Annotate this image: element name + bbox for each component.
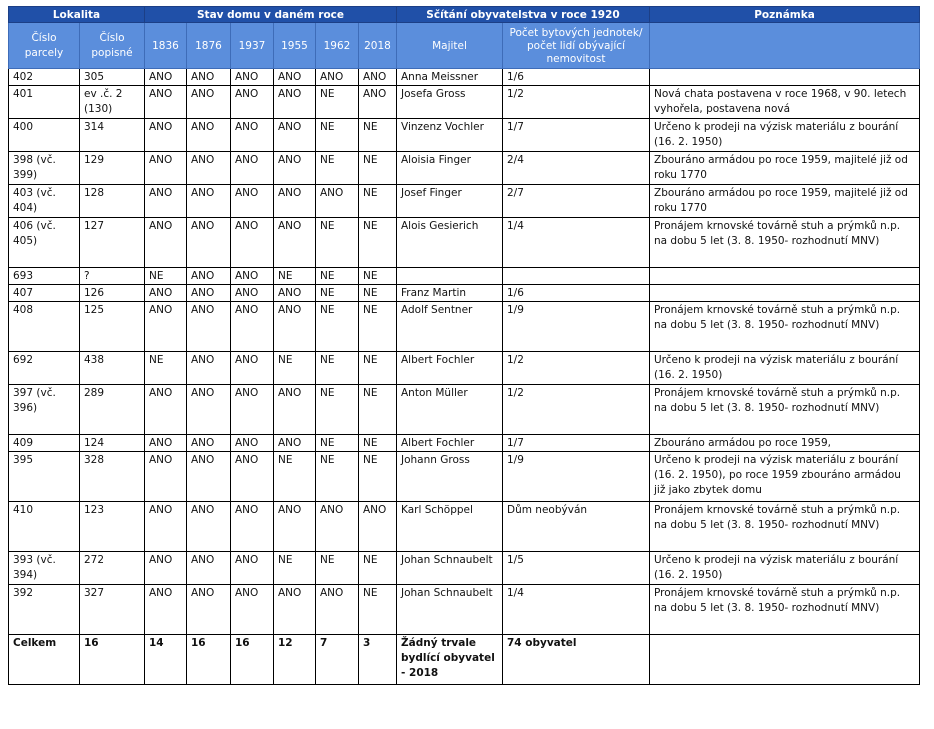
cell-status: ANO xyxy=(187,285,231,302)
cell-parcela: 692 xyxy=(9,352,80,385)
col-year: 1955 xyxy=(274,23,316,69)
table-row xyxy=(9,285,920,302)
cell-pocet: 1/7 xyxy=(503,435,650,452)
col-year: 1937 xyxy=(231,23,274,69)
cell-status: ANO xyxy=(274,152,316,185)
cell-majitel: Albert Fochler xyxy=(397,352,503,385)
cell-parcela: 395 xyxy=(9,452,80,502)
group-scitani: Sčítání obyvatelstva v roce 1920 xyxy=(397,7,650,23)
cell-popisne: 289 xyxy=(80,385,145,435)
table-row xyxy=(9,268,920,285)
cell-status: ANO xyxy=(187,452,231,502)
cell-majitel: Johan Schnaubelt xyxy=(397,585,503,635)
cell-parcela: 693 xyxy=(9,268,80,285)
cell-status: NE xyxy=(359,352,397,385)
cell-status: ANO xyxy=(231,86,274,119)
cell-status: ANO xyxy=(145,502,187,552)
cell-pocet: 1/2 xyxy=(503,385,650,435)
cell-status: ANO xyxy=(231,452,274,502)
cell-status: NE xyxy=(316,119,359,152)
cell-status: ANO xyxy=(231,552,274,585)
cell-majitel: Alois Gesierich xyxy=(397,218,503,268)
cell-poznamka: Pronájem krnovské továrně stuh a prýmků n.p. na dobu 5 let (3. 8. 1950- rozhodnutí MNV) xyxy=(650,585,920,635)
cell-parcela: 392 xyxy=(9,585,80,635)
cell-status: ANO xyxy=(231,69,274,86)
group-poznamka: Poznámka xyxy=(650,7,920,23)
cell-status: ANO xyxy=(316,185,359,218)
cell-status: ANO xyxy=(231,502,274,552)
cell-status: ANO xyxy=(274,585,316,635)
cell-status: ANO xyxy=(145,452,187,502)
cell-status: ANO xyxy=(359,69,397,86)
cell-poznamka: Určeno k prodeji na výzisk materiálu z bourání (16. 2. 1950) xyxy=(650,352,920,385)
cell-popisne: ev .č. 2 (130) xyxy=(80,86,145,119)
cell-status: NE xyxy=(359,185,397,218)
cell-total-status: 3 xyxy=(359,635,397,685)
cell-status: ANO xyxy=(231,585,274,635)
cell-popisne: 272 xyxy=(80,552,145,585)
col-year: 1836 xyxy=(145,23,187,69)
cell-status: ANO xyxy=(145,552,187,585)
cell-status: NE xyxy=(359,302,397,352)
table-row xyxy=(9,218,920,268)
cell-status: ANO xyxy=(231,302,274,352)
col-year: 2018 xyxy=(359,23,397,69)
cell-status: ANO xyxy=(231,435,274,452)
cell-parcela: 410 xyxy=(9,502,80,552)
table-body xyxy=(9,69,920,685)
cell-popisne: 327 xyxy=(80,585,145,635)
cell-popisne: 328 xyxy=(80,452,145,502)
cell-status: ANO xyxy=(187,152,231,185)
cell-parcela: 409 xyxy=(9,435,80,452)
cell-pocet: 1/9 xyxy=(503,452,650,502)
cell-status: ANO xyxy=(145,435,187,452)
cell-status: NE xyxy=(316,152,359,185)
cell-status: NE xyxy=(359,119,397,152)
col-cislo-popisne: Číslo popisné xyxy=(80,23,145,69)
cell-parcela: 406 (vč. 405) xyxy=(9,218,80,268)
cell-status: ANO xyxy=(145,302,187,352)
cell-status: NE xyxy=(274,352,316,385)
cell-parcela: 398 (vč. 399) xyxy=(9,152,80,185)
cell-parcela: 402 xyxy=(9,69,80,86)
table-row xyxy=(9,352,920,385)
cell-status: ANO xyxy=(187,585,231,635)
cell-status: ANO xyxy=(187,185,231,218)
table-row xyxy=(9,452,920,502)
cell-total-status: 16 xyxy=(231,635,274,685)
cell-total-label: Celkem xyxy=(9,635,80,685)
group-lokalita: Lokalita xyxy=(9,7,145,23)
cell-status: ANO xyxy=(231,185,274,218)
cell-status: ANO xyxy=(274,86,316,119)
cell-total-status: 12 xyxy=(274,635,316,685)
table-row xyxy=(9,152,920,185)
cell-poznamka: Zbouráno armádou po roce 1959, xyxy=(650,435,920,452)
cell-poznamka: Pronájem krnovské továrně stuh a prýmků n.p. na dobu 5 let (3. 8. 1950- rozhodnutí MNV) xyxy=(650,502,920,552)
cell-pocet: 1/6 xyxy=(503,69,650,86)
cell-majitel: Anna Meissner xyxy=(397,69,503,86)
cell-total-status: 14 xyxy=(145,635,187,685)
cell-status: ANO xyxy=(145,152,187,185)
cell-status: NE xyxy=(316,302,359,352)
cell-pocet: 1/4 xyxy=(503,585,650,635)
cell-pocet xyxy=(503,268,650,285)
cell-parcela: 400 xyxy=(9,119,80,152)
cell-poznamka xyxy=(650,69,920,86)
cell-status: ANO xyxy=(231,352,274,385)
cell-status: ANO xyxy=(316,585,359,635)
cell-parcela: 397 (vč. 396) xyxy=(9,385,80,435)
cell-status: ANO xyxy=(145,86,187,119)
cell-popisne: 129 xyxy=(80,152,145,185)
cell-status: ANO xyxy=(274,218,316,268)
cell-status: ANO xyxy=(187,385,231,435)
cell-majitel: Franz Martin xyxy=(397,285,503,302)
cell-status: NE xyxy=(316,385,359,435)
cell-total-poznamka xyxy=(650,635,920,685)
cell-status: NE xyxy=(274,452,316,502)
cell-poznamka: Pronájem krnovské továrně stuh a prýmků n.p. na dobu 5 let (3. 8. 1950- rozhodnutí MNV) xyxy=(650,385,920,435)
cell-status: ANO xyxy=(187,552,231,585)
cell-parcela: 403 (vč. 404) xyxy=(9,185,80,218)
cell-poznamka: Určeno k prodeji na výzisk materiálu z bourání (16. 2. 1950) xyxy=(650,552,920,585)
cell-status: NE xyxy=(359,285,397,302)
cell-parcela: 401 xyxy=(9,86,80,119)
cell-popisne: 124 xyxy=(80,435,145,452)
cell-total-status: 16 xyxy=(187,635,231,685)
cell-status: ANO xyxy=(187,435,231,452)
cell-pocet: 1/2 xyxy=(503,86,650,119)
cell-majitel: Josefa Gross xyxy=(397,86,503,119)
cell-status: NE xyxy=(359,268,397,285)
cell-popisne: 314 xyxy=(80,119,145,152)
cell-status: NE xyxy=(359,452,397,502)
cell-majitel: Aloisia Finger xyxy=(397,152,503,185)
cell-status: NE xyxy=(359,218,397,268)
cell-popisne: 128 xyxy=(80,185,145,218)
cell-pocet: 1/4 xyxy=(503,218,650,268)
cell-status: ANO xyxy=(145,385,187,435)
cell-status: ANO xyxy=(316,502,359,552)
table-row xyxy=(9,385,920,435)
cell-majitel: Vinzenz Vochler xyxy=(397,119,503,152)
table-row xyxy=(9,302,920,352)
cell-status: ANO xyxy=(187,218,231,268)
cell-status: ANO xyxy=(145,119,187,152)
col-poznamka xyxy=(650,23,920,69)
cell-status: ANO xyxy=(274,502,316,552)
cell-status: ANO xyxy=(145,285,187,302)
cell-pocet: 1/5 xyxy=(503,552,650,585)
cell-pocet: 1/7 xyxy=(503,119,650,152)
cell-status: NE xyxy=(359,435,397,452)
cell-status: ANO xyxy=(145,69,187,86)
cell-status: ANO xyxy=(231,268,274,285)
cell-status: NE xyxy=(359,585,397,635)
cell-majitel: Anton Müller xyxy=(397,385,503,435)
cell-status: ANO xyxy=(145,185,187,218)
cell-status: ANO xyxy=(187,502,231,552)
cell-status: ANO xyxy=(274,285,316,302)
cell-popisne: 438 xyxy=(80,352,145,385)
cell-majitel: Adolf Sentner xyxy=(397,302,503,352)
table-row xyxy=(9,69,920,86)
cell-poznamka: Nová chata postavena v roce 1968, v 90. letech vyhořela, postavena nová xyxy=(650,86,920,119)
cell-pocet: 1/9 xyxy=(503,302,650,352)
table-row xyxy=(9,552,920,585)
cell-pocet: 1/2 xyxy=(503,352,650,385)
cell-status: ANO xyxy=(187,69,231,86)
col-year: 1876 xyxy=(187,23,231,69)
cell-popisne: 123 xyxy=(80,502,145,552)
cell-status: NE xyxy=(316,452,359,502)
cell-parcela: 408 xyxy=(9,302,80,352)
cell-status: NE xyxy=(316,285,359,302)
cell-majitel xyxy=(397,268,503,285)
cell-status: NE xyxy=(316,218,359,268)
cell-status: ANO xyxy=(359,86,397,119)
cell-status: NE xyxy=(359,152,397,185)
cell-total-status: 7 xyxy=(316,635,359,685)
table-row xyxy=(9,119,920,152)
cell-poznamka: Pronájem krnovské továrně stuh a prýmků n.p. na dobu 5 let (3. 8. 1950- rozhodnutí MNV) xyxy=(650,302,920,352)
cell-status: NE xyxy=(359,385,397,435)
cell-status: ANO xyxy=(187,119,231,152)
cell-total-majitel: Žádný trvale bydlící obyvatel - 2018 xyxy=(397,635,503,685)
cell-popisne: 305 xyxy=(80,69,145,86)
cell-status: ANO xyxy=(274,435,316,452)
cell-status: NE xyxy=(145,268,187,285)
cell-poznamka: Pronájem krnovské továrně stuh a prýmků n.p. na dobu 5 let (3. 8. 1950- rozhodnutí MNV) xyxy=(650,218,920,268)
cell-status: NE xyxy=(316,352,359,385)
cell-status: NE xyxy=(316,435,359,452)
col-cislo-parcely: Číslo parcely xyxy=(9,23,80,69)
cell-status: ANO xyxy=(359,502,397,552)
cell-majitel: Karl Schöppel xyxy=(397,502,503,552)
col-pocet: Počet bytových jednotek/ počet lidí obývající nemovitost xyxy=(503,23,650,69)
cell-poznamka xyxy=(650,285,920,302)
table-row xyxy=(9,585,920,635)
cell-majitel: Johan Schnaubelt xyxy=(397,552,503,585)
cell-status: ANO xyxy=(274,302,316,352)
cell-poznamka: Zbouráno armádou po roce 1959, majitelé již od roku 1770 xyxy=(650,185,920,218)
cell-pocet: 1/6 xyxy=(503,285,650,302)
col-year: 1962 xyxy=(316,23,359,69)
cell-status: NE xyxy=(359,552,397,585)
cell-popisne: 126 xyxy=(80,285,145,302)
cell-majitel: Albert Fochler xyxy=(397,435,503,452)
houses-table xyxy=(8,6,920,685)
cell-popisne: 127 xyxy=(80,218,145,268)
cell-poznamka xyxy=(650,268,920,285)
cell-majitel: Johann Gross xyxy=(397,452,503,502)
cell-status: NE xyxy=(274,552,316,585)
cell-status: ANO xyxy=(274,185,316,218)
cell-popisne: 125 xyxy=(80,302,145,352)
cell-status: ANO xyxy=(145,218,187,268)
cell-status: ANO xyxy=(274,385,316,435)
table-row xyxy=(9,435,920,452)
cell-poznamka: Určeno k prodeji na výzisk materiálu z bourání (16. 2. 1950) xyxy=(650,119,920,152)
table-row xyxy=(9,502,920,552)
cell-status: NE xyxy=(145,352,187,385)
cell-parcela: 407 xyxy=(9,285,80,302)
cell-status: ANO xyxy=(231,385,274,435)
cell-pocet: Dům neobýván xyxy=(503,502,650,552)
cell-status: ANO xyxy=(231,218,274,268)
table-row xyxy=(9,86,920,119)
cell-total-popisne: 16 xyxy=(80,635,145,685)
cell-status: ANO xyxy=(145,585,187,635)
cell-status: ANO xyxy=(316,69,359,86)
cell-pocet: 2/4 xyxy=(503,152,650,185)
cell-status: NE xyxy=(274,268,316,285)
cell-status: ANO xyxy=(231,285,274,302)
cell-poznamka: Určeno k prodeji na výzisk materiálu z bourání (16. 2. 1950), po roce 1959 zbouráno armádou již jako zbytek domu xyxy=(650,452,920,502)
cell-status: ANO xyxy=(231,119,274,152)
cell-status: NE xyxy=(316,86,359,119)
cell-popisne: ? xyxy=(80,268,145,285)
cell-status: ANO xyxy=(231,152,274,185)
cell-parcela: 393 (vč. 394) xyxy=(9,552,80,585)
group-stav-domu: Stav domu v daném roce xyxy=(145,7,397,23)
table-row xyxy=(9,185,920,218)
cell-status: ANO xyxy=(274,119,316,152)
cell-status: ANO xyxy=(274,69,316,86)
cell-status: ANO xyxy=(187,268,231,285)
cell-status: NE xyxy=(316,552,359,585)
cell-status: ANO xyxy=(187,352,231,385)
cell-majitel: Josef Finger xyxy=(397,185,503,218)
cell-status: ANO xyxy=(187,86,231,119)
cell-total-pocet: 74 obyvatel xyxy=(503,635,650,685)
total-row xyxy=(9,635,920,685)
cell-status: NE xyxy=(316,268,359,285)
col-majitel: Majitel xyxy=(397,23,503,69)
cell-status: ANO xyxy=(187,302,231,352)
cell-pocet: 2/7 xyxy=(503,185,650,218)
cell-poznamka: Zbouráno armádou po roce 1959, majitelé již od roku 1770 xyxy=(650,152,920,185)
